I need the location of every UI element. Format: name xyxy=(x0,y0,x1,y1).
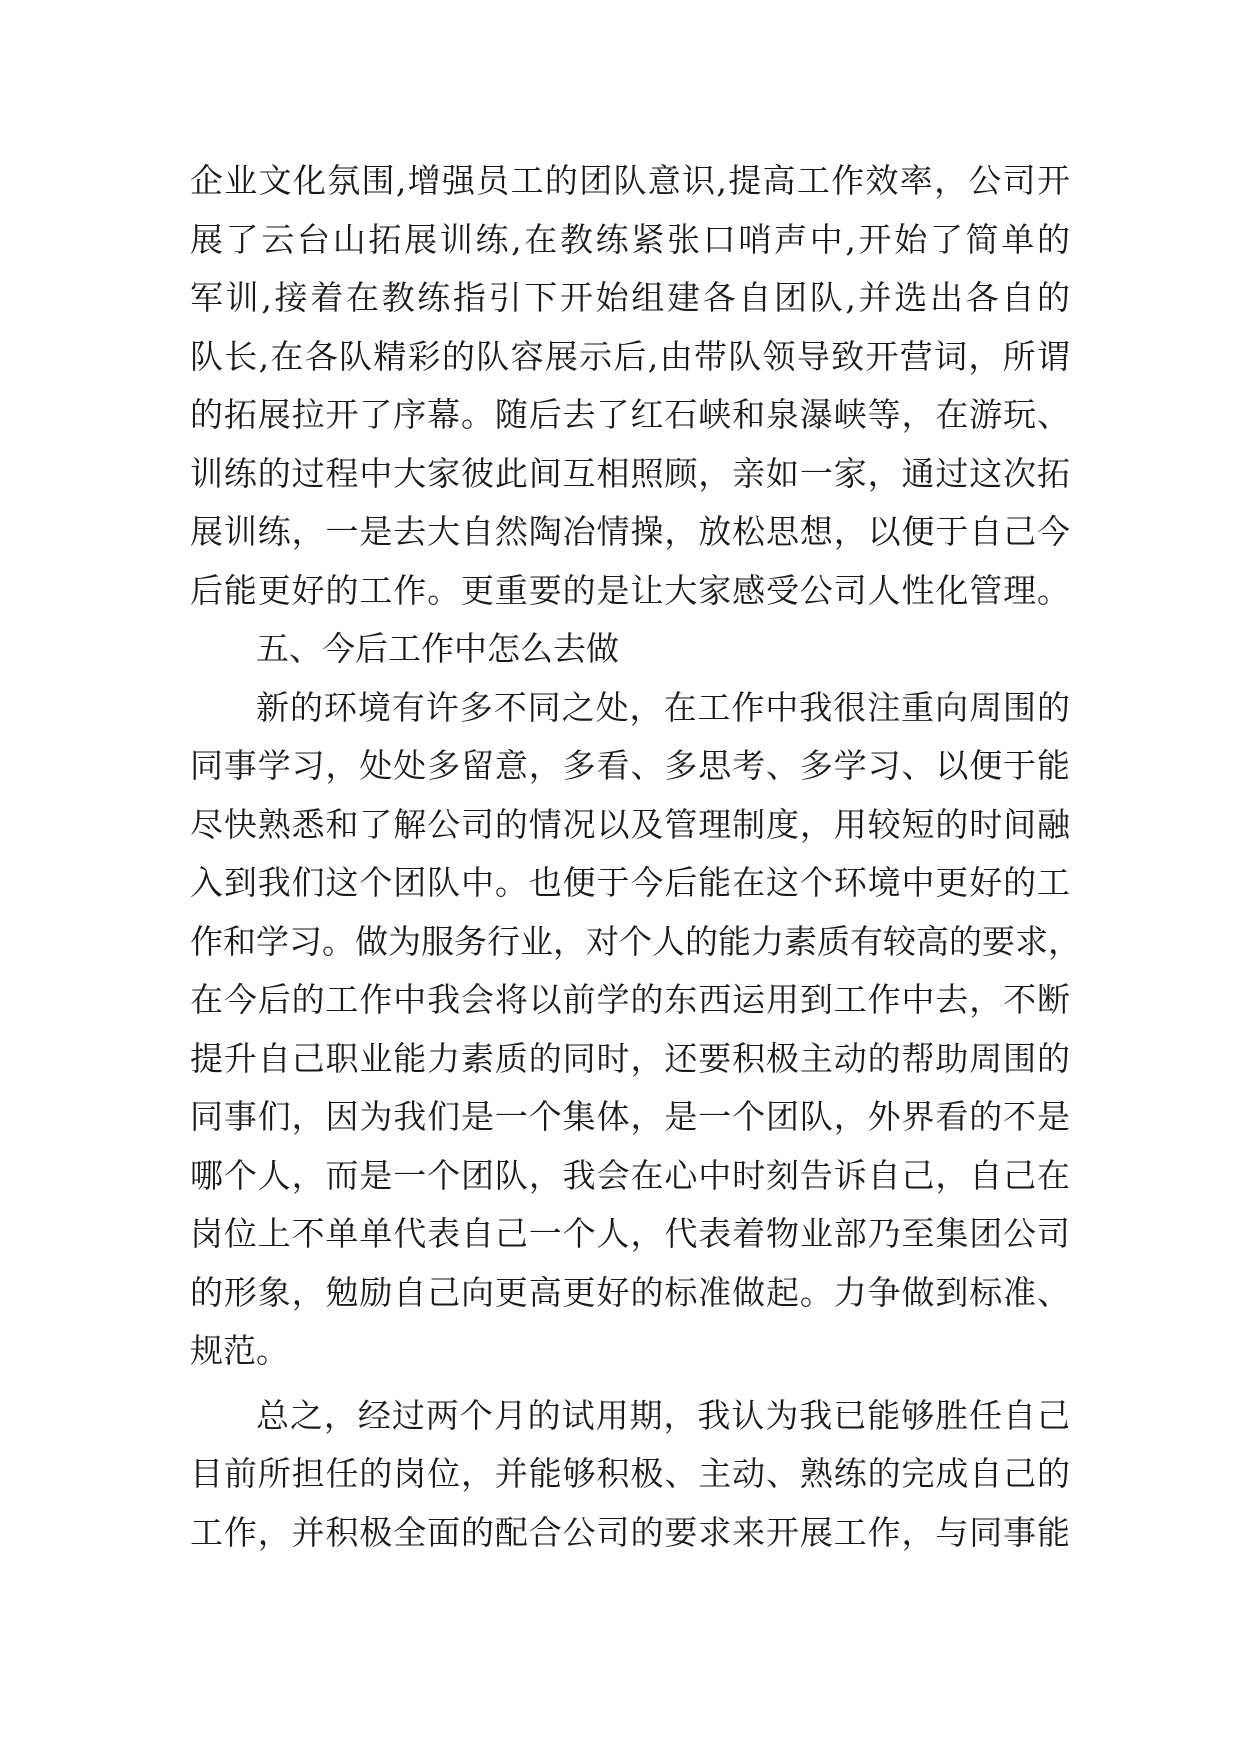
text-line: 规范。 xyxy=(190,1331,289,1370)
text-line: 的形象，勉励自己向更高更好的标准做起。力争做到标准、 xyxy=(190,1272,1070,1312)
text-line: 尽快熟悉和了解公司的情况以及管理制度，用较短的时间融 xyxy=(190,804,1070,844)
text-line: 展训练，一是去大自然陶冶情操，放松思想，以便于自己今 xyxy=(190,512,1070,551)
text-line: 训练的过程中大家彼此间互相照顾，亲如一家，通过这次拓 xyxy=(190,453,1070,493)
text-line: 军训,接着在教练指引下开始组建各自团队,并选出各自的 xyxy=(190,278,1070,317)
text-line: 哪个人，而是一个团队，我会在心中时刻告诉自己，自己在 xyxy=(190,1155,1070,1195)
text-line: 总之，经过两个月的试用期，我认为我已能够胜任自己 xyxy=(256,1395,1070,1435)
text-line: 作和学习。做为服务行业，对个人的能力素质有较高的要求， xyxy=(190,921,1081,961)
document-body xyxy=(190,152,1081,1562)
text-line: 企业文化氛围,增强员工的团队意识,提高工作效率，公司开 xyxy=(190,161,1070,200)
text-line: 新的环境有许多不同之处，在工作中我很注重向周围的 xyxy=(256,687,1070,727)
text-line: 提升自己职业能力素质的同时，还要积极主动的帮助周围的 xyxy=(190,1038,1070,1078)
text-line: 入到我们这个团队中。也便于今后能在这个环境中更好的工 xyxy=(190,863,1070,902)
text-line: 同事学习，处处多留意，多看、多思考、多学习、以便于能 xyxy=(190,746,1070,785)
text-line: 目前所担任的岗位，并能够积极、主动、熟练的完成自己的 xyxy=(190,1454,1070,1493)
text-line: 在今后的工作中我会将以前学的东西运用到工作中去，不断 xyxy=(190,980,1070,1019)
text-line: 岗位上不单单代表自己一个人，代表着物业部乃至集团公司 xyxy=(190,1214,1070,1253)
text-line: 同事们，因为我们是一个集体，是一个团队，外界看的不是 xyxy=(190,1097,1070,1136)
text-line: 展了云台山拓展训练,在教练紧张口哨声中,开始了简单的 xyxy=(190,219,1070,259)
section-heading: 五、今后工作中怎么去做 xyxy=(256,629,619,668)
text-line: 队长,在各队精彩的队容展示后,由带队领导致开营词，所谓 xyxy=(190,336,1070,376)
text-line: 工作，并积极全面的配合公司的要求来开展工作，与同事能 xyxy=(190,1512,1070,1552)
text-line: 的拓展拉开了序幕。随后去了红石峡和泉瀑峡等，在游玩、 xyxy=(190,395,1070,434)
text-line: 后能更好的工作。更重要的是让大家感受公司人性化管理。 xyxy=(190,570,1070,610)
